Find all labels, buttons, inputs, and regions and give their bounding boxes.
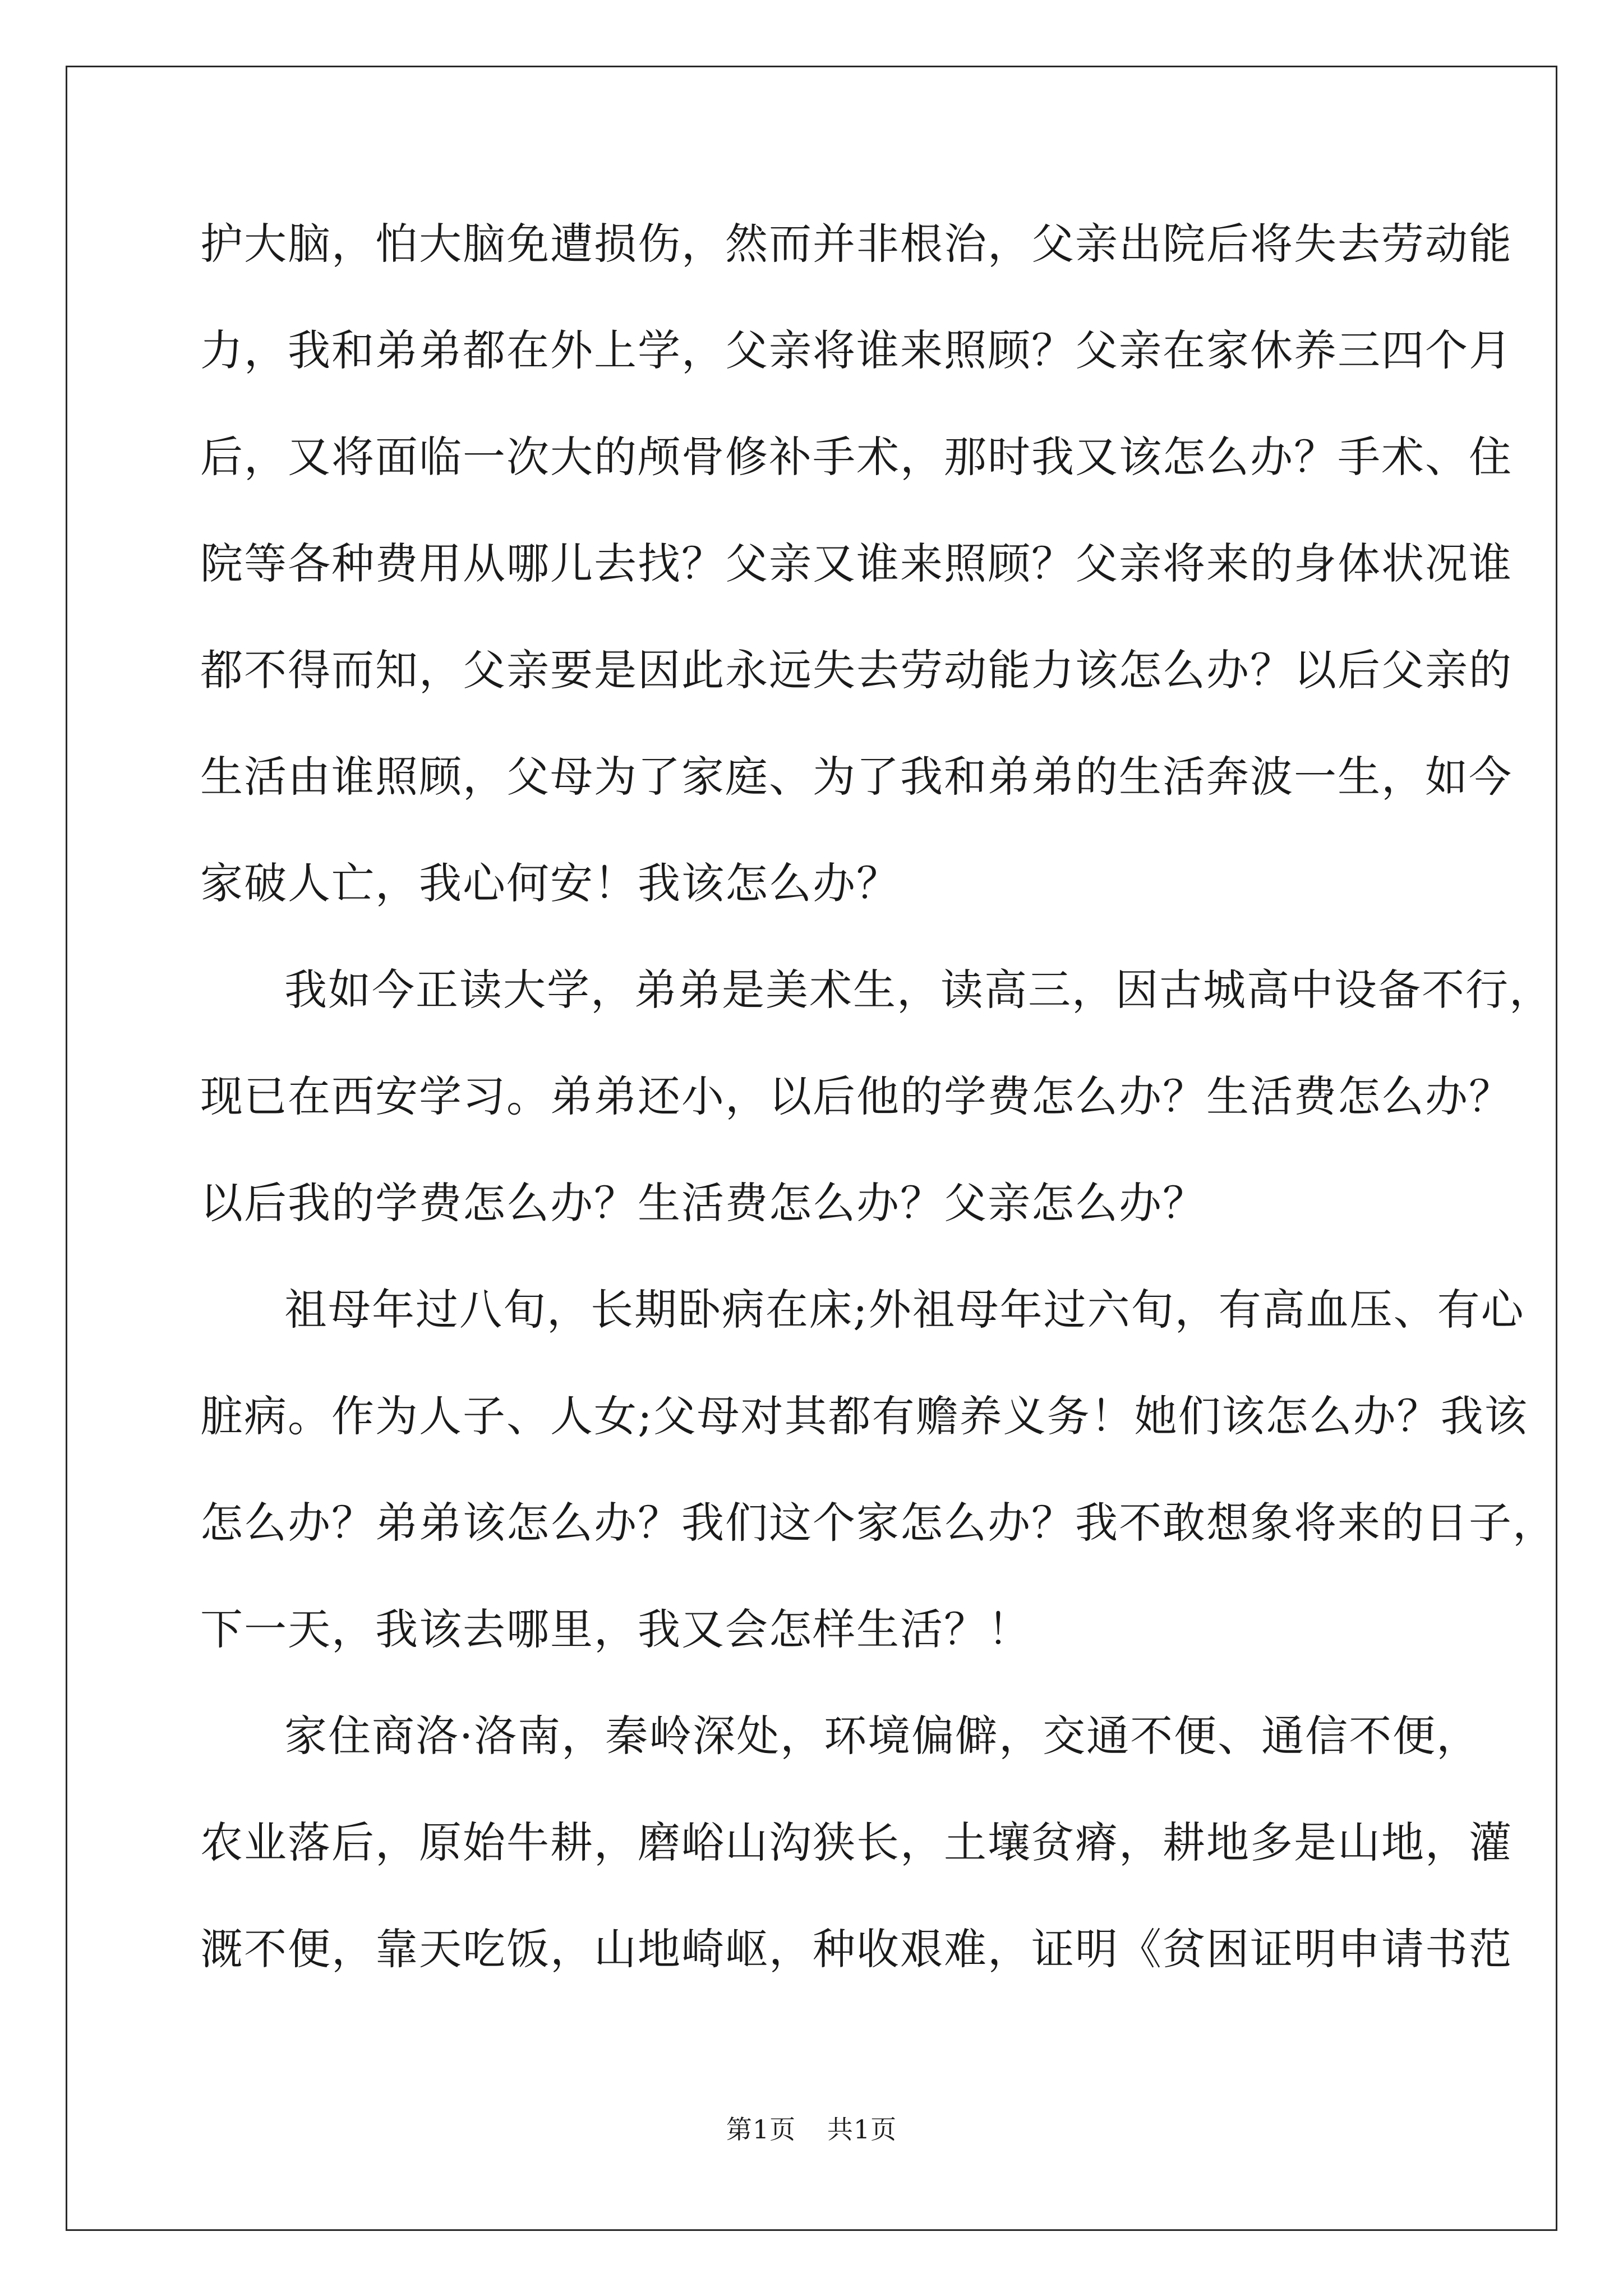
page-footer (0, 2109, 1623, 2146)
text-line: 溉不便，靠天吃饭，山地崎岖，种收艰难，证明《贫困证明申请书范 (200, 1924, 1513, 1974)
text-line: 生活由谁照顾，父母为了家庭、为了我和弟弟的生活奔波一生，如今 (200, 752, 1513, 802)
text-line: 力，我和弟弟都在外上学，父亲将谁来照顾？父亲在家休养三四个月 (200, 325, 1513, 375)
text-line: 脏病。作为人子、人女;父母对其都有赡养义务！她们该怎么办？我该 (200, 1391, 1528, 1441)
paragraph-first-line: 祖母年过八旬，长期卧病在床;外祖母年过六旬，有高血压、有心 (284, 1285, 1525, 1335)
text-line: 下一天，我该去哪里，我又会怎样生活？！ (200, 1604, 1031, 1654)
text-line: 怎么办？弟弟该怎么办？我们这个家怎么办？我不敢想象将来的日子， (200, 1498, 1556, 1548)
paragraph-first-line: 我如今正读大学，弟弟是美术生，读高三，因古城高中设备不行， (284, 965, 1553, 1015)
text-line: 护大脑，怕大脑免遭损伤，然而并非根治，父亲出院后将失去劳动能 (200, 219, 1513, 269)
text-line: 农业落后，原始牛耕，磨峪山沟狭长，土壤贫瘠，耕地多是山地，灌 (200, 1818, 1513, 1867)
text-line: 家破人亡，我心何安！我该怎么办？ (200, 858, 900, 908)
text-line: 院等各种费用从哪儿去找？父亲又谁来照顾？父亲将来的身体状况谁 (200, 539, 1513, 588)
text-line: 现已在西安学习。弟弟还小，以后他的学费怎么办？生活费怎么办？ (200, 1071, 1513, 1121)
document-body (200, 191, 1556, 2003)
page-number-total: 共1页 (827, 2114, 897, 2145)
paragraph-first-line: 家住商洛·洛南，秦岭深处，环境偏僻，交通不便、通信不便， (284, 1711, 1481, 1761)
text-line: 都不得而知，父亲要是因此永远失去劳动能力该怎么办？以后父亲的 (200, 645, 1513, 695)
page-number-current: 第1页 (726, 2114, 796, 2145)
text-line: 以后我的学费怎么办？生活费怎么办？父亲怎么办？ (200, 1178, 1206, 1228)
text-line: 后，又将面临一次大的颅骨修补手术，那时我又该怎么办？手术、住 (200, 432, 1513, 482)
